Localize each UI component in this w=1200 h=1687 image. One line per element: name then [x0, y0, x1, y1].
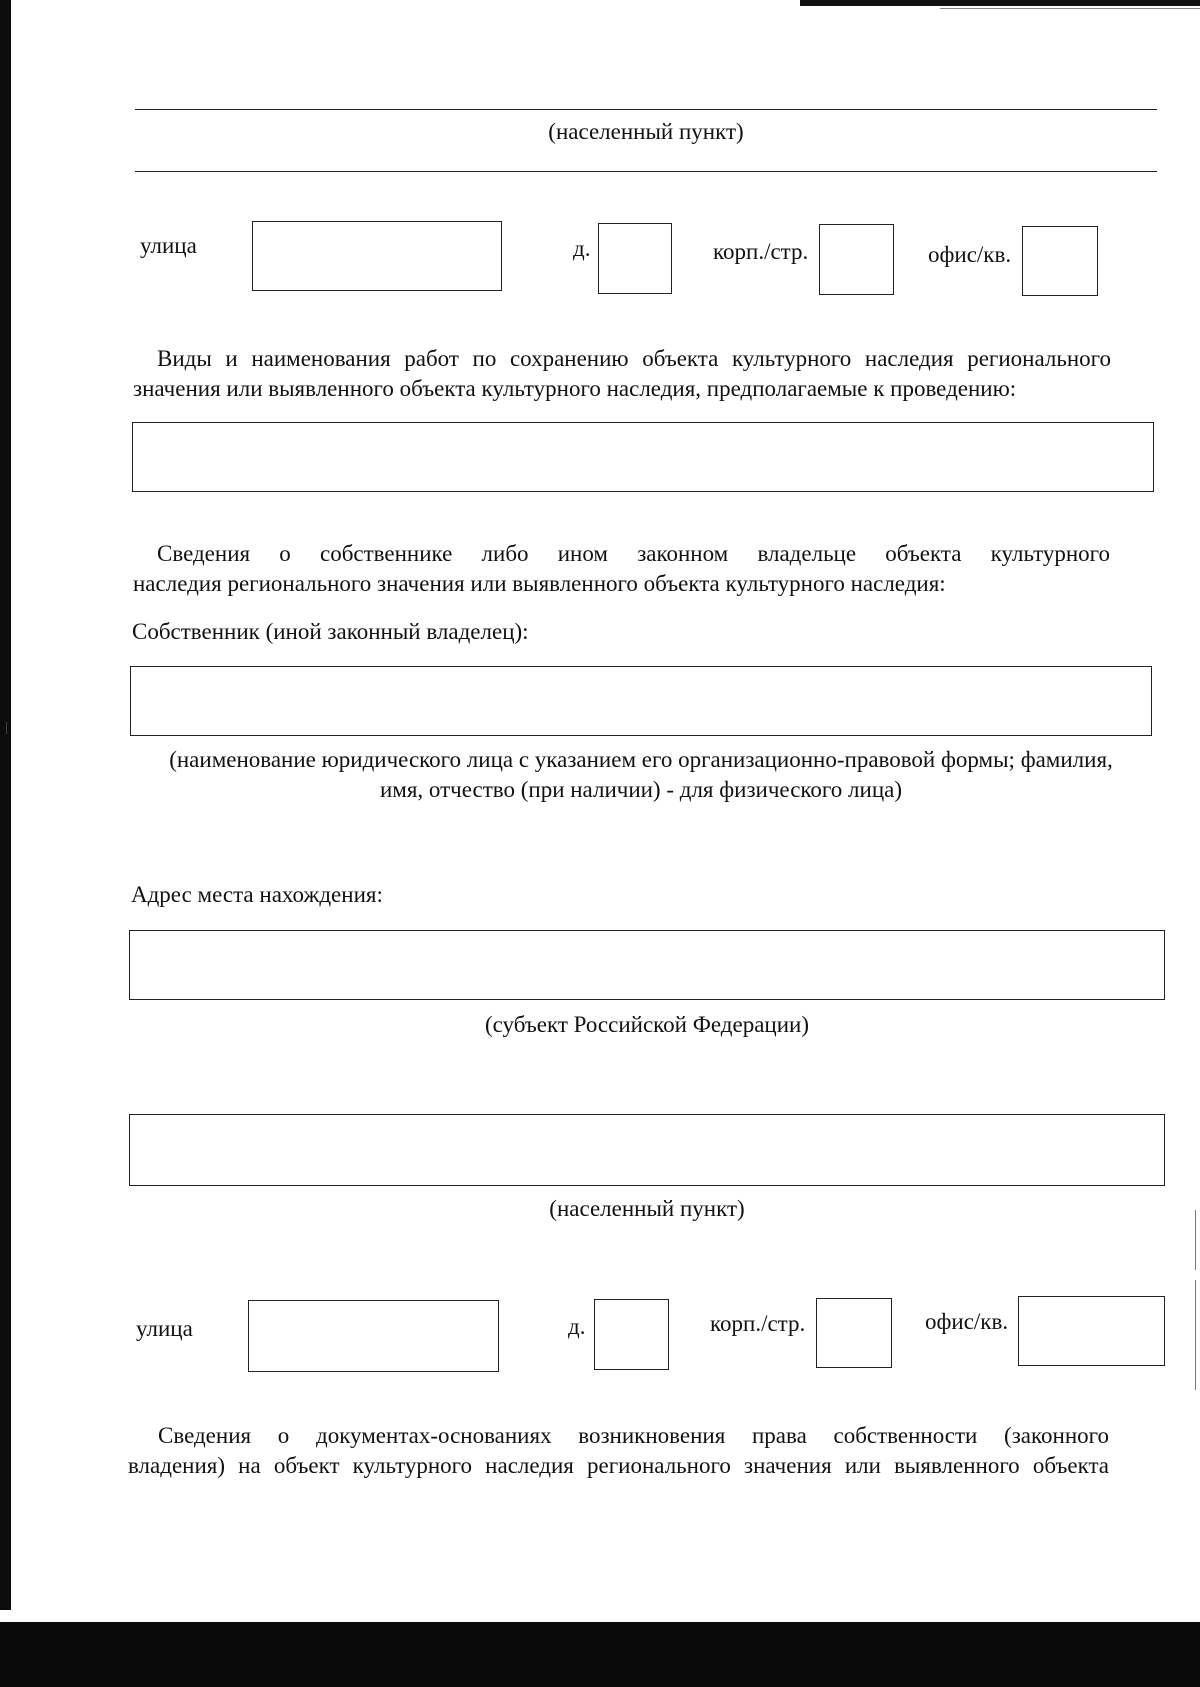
settlement-line-top — [135, 109, 1157, 110]
building-label: корп./стр. — [713, 239, 809, 264]
scan-border-left — [0, 0, 11, 1610]
street-label: улица — [140, 233, 197, 258]
documents-heading — [128, 1421, 1109, 1481]
works-field[interactable] — [132, 422, 1154, 492]
settlement-caption: (населенный пункт) — [548, 119, 744, 144]
scan-mark — [1195, 1210, 1196, 1270]
house-label-2: д. — [568, 1314, 586, 1339]
owner-caption — [130, 745, 1152, 805]
scan-mark — [1195, 1280, 1196, 1390]
works-heading-line-1: Виды и наименования работ по сохранению объекта культурного наследия регионального — [157, 346, 1111, 371]
owner-heading — [133, 539, 1110, 599]
scan-mark — [6, 722, 7, 734]
settlement-field[interactable] — [129, 1114, 1165, 1186]
address-label: Адрес места нахождения: — [131, 882, 383, 907]
house-field-2[interactable] — [594, 1299, 669, 1370]
street-field-2[interactable] — [248, 1300, 499, 1372]
settlement-line-bottom — [135, 171, 1157, 172]
office-field-2[interactable] — [1018, 1296, 1165, 1366]
works-heading-line-2: значения или выявленного объекта культурного наследия, предполагаемые к проведению: — [133, 376, 1017, 401]
building-field-2[interactable] — [816, 1298, 892, 1368]
owner-heading-line-1: Сведения о собственнике либо ином законном владельце объекта культурного — [157, 541, 1110, 566]
settlement-caption-2: (населенный пункт) — [549, 1196, 745, 1221]
owner-caption-line-2: имя, отчество (при наличии) - для физического лица) — [379, 777, 903, 802]
subject-field[interactable] — [129, 930, 1165, 1000]
works-heading — [133, 344, 1111, 404]
building-field[interactable] — [819, 224, 894, 295]
scan-border-top — [800, 0, 1200, 6]
house-label: д. — [573, 236, 591, 261]
office-field[interactable] — [1022, 226, 1098, 296]
owner-caption-line-1: (наименование юридического лица с указанием его организационно-правовой формы; фамилия, — [169, 747, 1113, 772]
documents-heading-line-2: владения) на объект культурного наследия регионального значения или выявленного объекта — [128, 1453, 1109, 1478]
owner-label: Собственник (иной законный владелец): — [132, 619, 529, 644]
office-label: офис/кв. — [928, 242, 1012, 267]
street-label-2: улица — [136, 1316, 193, 1341]
subject-caption: (субъект Российской Федерации) — [484, 1012, 810, 1037]
scan-border-bottom — [0, 1622, 1200, 1687]
documents-heading-line-1: Сведения о документах-основаниях возникновения права собственности (законного — [158, 1423, 1109, 1448]
owner-field[interactable] — [130, 666, 1152, 736]
scan-mark — [940, 8, 1200, 9]
street-field[interactable] — [252, 221, 502, 291]
building-label-2: корп./стр. — [710, 1311, 806, 1336]
office-label-2: офис/кв. — [925, 1309, 1009, 1334]
owner-heading-line-2: наследия регионального значения или выявленного объекта культурного наследия: — [133, 571, 946, 596]
house-field[interactable] — [598, 223, 672, 294]
